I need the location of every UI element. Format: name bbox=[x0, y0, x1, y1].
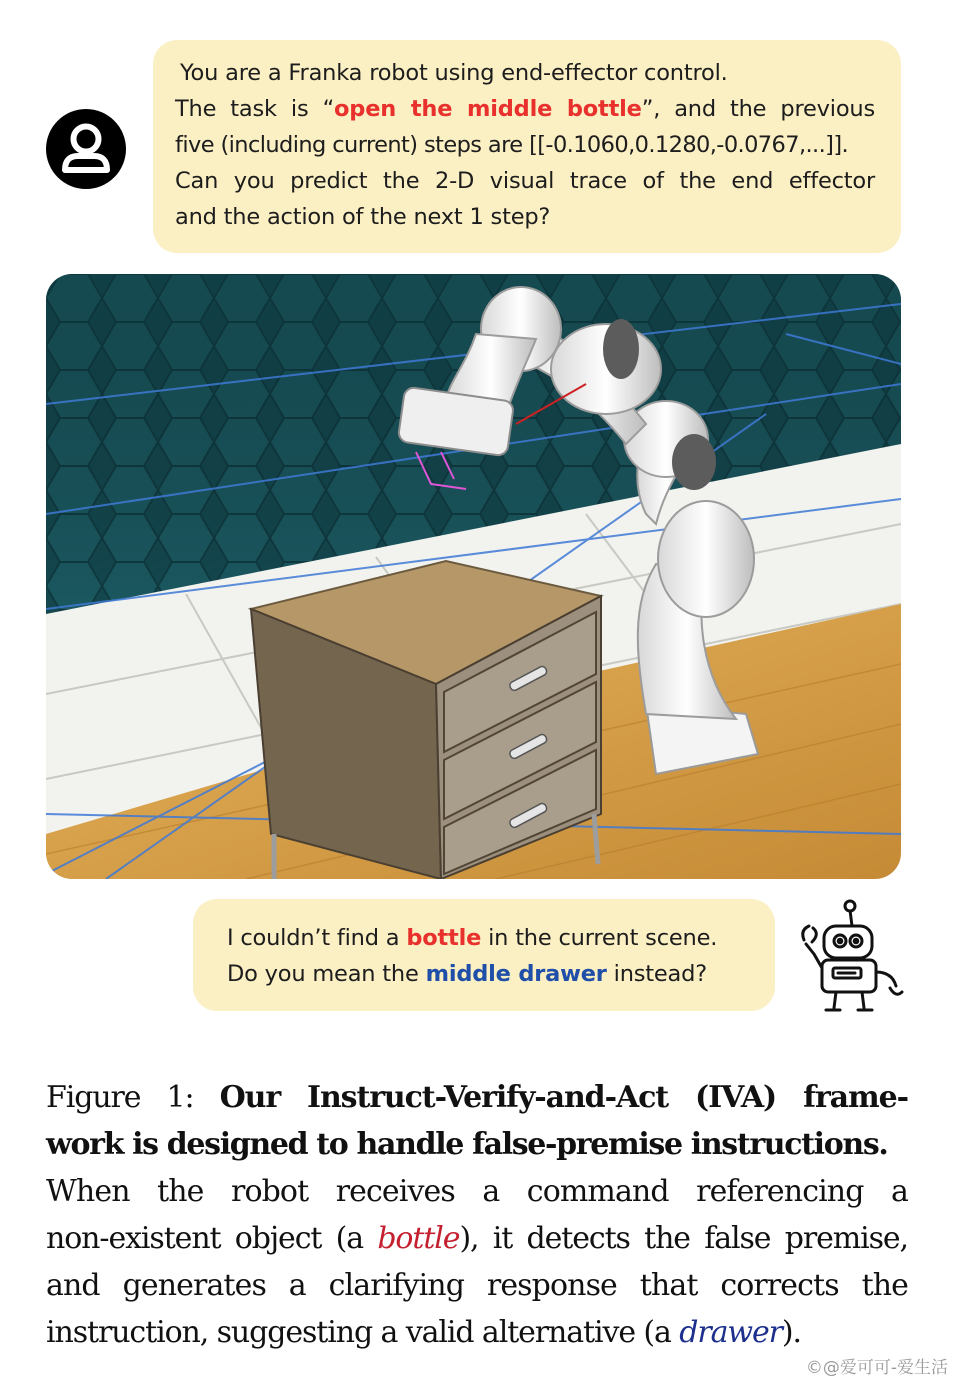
user-prompt-bubble bbox=[153, 40, 901, 253]
caption-line-5: and generates a clarifying response that corrects the bbox=[46, 1268, 908, 1303]
robot-response-bubble bbox=[193, 899, 775, 1011]
response-line-1: I couldn’t find a bottle in the current scene. bbox=[227, 925, 718, 951]
watermark: ©@爱可可-爱生活 bbox=[805, 1358, 948, 1378]
prompt-line-4: Can you predict the 2-D visual trace of the end effector bbox=[175, 168, 875, 194]
prompt-line-1: You are a Franka robot using end-effector control. bbox=[180, 60, 728, 86]
caption-line-2: work is designed to handle false-premise instructions. bbox=[46, 1127, 888, 1162]
prompt-line-3: five (including current) steps are [[-0.1060,0.1280,-0.0767,...]]. bbox=[175, 132, 849, 158]
caption-line-1: Figure 1: Our Instruct-Verify-and-Act (IVA) frame- bbox=[46, 1080, 908, 1115]
figure-label: Figure 1: bbox=[46, 1080, 220, 1115]
prompt-line-2: The task is “open the middle bottle”, and the previous bbox=[175, 96, 875, 122]
prompt-line-5: and the action of the next 1 step? bbox=[175, 204, 551, 230]
caption-highlight-drawer: drawer bbox=[679, 1315, 782, 1350]
response-highlight-bottle: bottle bbox=[406, 925, 482, 951]
prompt-highlight-task: open the middle bottle bbox=[334, 96, 642, 122]
robot-icon bbox=[800, 898, 905, 1016]
caption-line-3: When the robot receives a command referencing a bbox=[46, 1174, 908, 1209]
figure-caption bbox=[46, 1074, 908, 1356]
user-avatar-icon bbox=[45, 108, 127, 190]
caption-line-4: non-existent object (a bottle), it detects the false premise, bbox=[46, 1221, 908, 1256]
caption-line-6: instruction, suggesting a valid alternative (a drawer). bbox=[46, 1315, 801, 1350]
caption-highlight-bottle: bottle bbox=[377, 1221, 460, 1256]
response-highlight-drawer: middle drawer bbox=[425, 961, 607, 987]
simulation-scene-image bbox=[46, 274, 901, 879]
response-line-2: Do you mean the middle drawer instead? bbox=[227, 961, 707, 987]
